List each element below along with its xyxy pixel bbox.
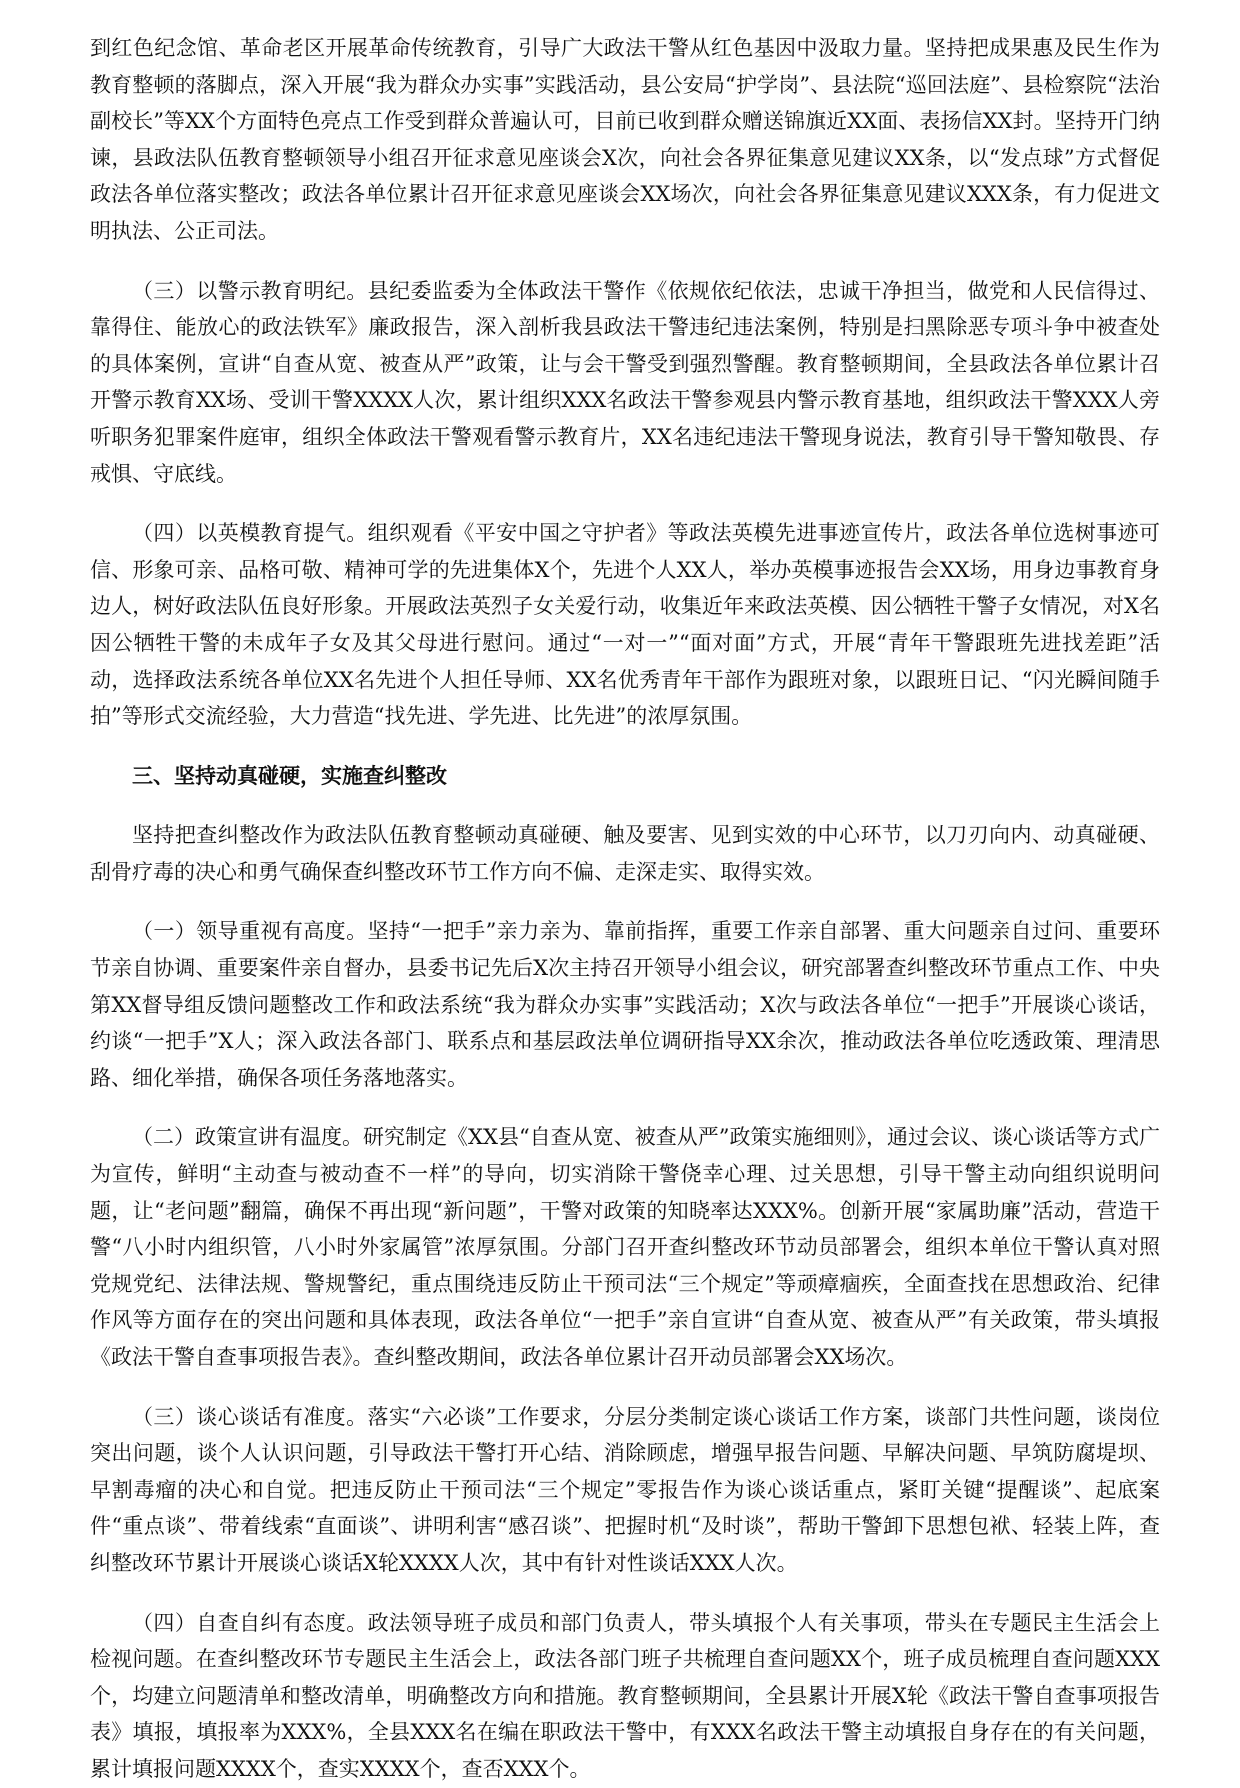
paragraph-leadership: （一）领导重视有高度。坚持“一把手”亲力亲为、靠前指挥，重要工作亲自部署、重大问题亲自过问、重要环节亲自协调、重要案件亲自督办，县委书记先后X次主持召开领导小组会议，研究部署查纠整改环节重点工作、中央第XX督导组反馈问题整改工作和政法系统“我为群众办实事”实践活动；X次与政法各单位“一把手”开展谈心谈话，约谈“一把手”X人；深入政法各部门、联系点和基层政法单位调研指导XX余次，推动政法各单位吃透政策、理清思路、细化举措，确保各项任务落地落实。 — [90, 919, 1160, 1090]
paragraph-self-inspection: （四）自查自纠有态度。政法领导班子成员和部门负责人，带头填报个人有关事项，带头在专题民主生活会上检视问题。在查纠整改环节专题民主生活会上，政法各部门班子共梳理自查问题XX个，班子成员梳理自查问题XXX个，均建立问题清单和整改清单，明确整改方向和措施。教育整顿期间，全县累计开展X轮《政法干警自查事项报告表》填报，填报率为XXX%，全县XXX名在编在职政法干警中，有XXX名政法干警主动填报自身存在的有关问题，累计填报问题XXXX个，查实XXXX个，查否XXX个。 — [90, 1610, 1160, 1781]
section-heading: 三、坚持动真碰硬，实施查纠整改 — [132, 763, 447, 788]
paragraph-heart-to-heart-talks: （三）谈心谈话有准度。落实“六必谈”工作要求，分层分类制定谈心谈话工作方案，谈部门共性问题，谈岗位突出问题，谈个人认识问题，引导政法干警打开心结、消除顾虑，增强早报告问题、早解决问题、早筑防腐堤坝、早割毒瘤的决心和自觉。把违反防止干预司法“三个规定”零报告作为谈心谈话重点，紧盯关键“提醒谈”、起底案件“重点谈”、带着线索“直面谈”、讲明利害“感召谈”、把握时机“及时谈”，帮助干警卸下思想包袱、轻装上阵，查纠整改环节累计开展谈心谈话X轮XXXX人次，其中有针对性谈话XXX人次。 — [90, 1404, 1160, 1575]
paragraph-role-model-education: （四）以英模教育提气。组织观看《平安中国之守护者》等政法英模先进事迹宣传片，政法各单位选树事迹可信、形象可亲、品格可敬、精神可学的先进集体X个，先进个人XX人，举办英模事迹报告会XX场，用身边事教育身边人，树好政法队伍良好形象。开展政法英烈子女关爱行动，收集近年来政法英模、因公牺牲干警子女情况，对X名因公牺牲干警的未成年子女及其父母进行慰问。通过“一对一”“面对面”方式，开展“青年干警跟班先进找差距”活动，选择政法系统各单位XX名先进个人担任导师、XX名优秀青年干部作为跟班对象，以跟班日记、“闪光瞬间随手拍”等形式交流经验，大力营造“找先进、学先进、比先进”的浓厚氛围。 — [90, 521, 1160, 729]
paragraph-warning-education: （三）以警示教育明纪。县纪委监委为全体政法干警作《依规依纪依法，忠诚干净担当，做党和人民信得过、靠得住、能放心的政法铁军》廉政报告，深入剖析我县政法干警违纪违法案例，特别是扫黑除恶专项斗争中被查处的具体案例，宣讲“自查从宽、被查从严”政策，让与会干警受到强烈警醒。教育整顿期间，全县政法各单位累计召开警示教育XX场、受训干警XXXX人次，累计组织XXX名政法干警参观县内警示教育基地，组织政法干警XXX人旁听职务犯罪案件庭审，组织全体政法干警观看警示教育片，XX名违纪违法干警现身说法，教育引导干警知敬畏、存戒惧、守底线。 — [90, 278, 1160, 486]
paragraph-policy-promotion: （二）政策宣讲有温度。研究制定《XX县“自查从宽、被查从严”政策实施细则》，通过会议、谈心谈话等方式广为宣传，鲜明“主动查与被动查不一样”的导向，切实消除干警侥幸心理、过关思想，引导干警主动向组织说明问题，让“老问题”翻篇，确保不再出现“新问题”，干警对政策的知晓率达XXX%。创新开展“家属助廉”活动，营造干警“八小时内组织管，八小时外家属管”浓厚氛围。分部门召开查纠整改环节动员部署会，组织本单位干警认真对照党规党纪、法律法规、警规警纪，重点围绕违反防止干预司法“三个规定”等顽瘴痼疾，全面查找在思想政治、纪律作风等方面存在的突出问题和具体表现，政法各单位“一把手”亲自宣讲“自查从宽、被查从严”有关政策，带头填报《政法干警自查事项报告表》。查纠整改期间，政法各单位累计召开动员部署会XX场次。 — [90, 1125, 1160, 1369]
paragraph-section-intro: 坚持把查纠整改作为政法队伍教育整顿动真碰硬、触及要害、见到实效的中心环节，以刀刃向内、动真碰硬、刮骨疗毒的决心和勇气确保查纠整改环节工作方向不偏、走深走实、取得实效。 — [90, 823, 1160, 884]
paragraph-continuation: 到红色纪念馆、革命老区开展革命传统教育，引导广大政法干警从红色基因中汲取力量。坚持把成果惠及民生作为教育整顿的落脚点，深入开展“我为群众办实事”实践活动，县公安局“护学岗”、县法院“巡回法庭”、县检察院“法治副校长”等XX个方面特色亮点工作受到群众普遍认可，目前已收到群众赠送锦旗近XX面、表扬信XX封。坚持开门纳谏，县政法队伍教育整顿领导小组召开征求意见座谈会X次，向社会各界征集意见建议XX条，以“发点球”方式督促政法各单位落实整改；政法各单位累计召开征求意见座谈会XX场次，向社会各界征集意见建议XXX条，有力促进文明执法、公正司法。 — [90, 36, 1160, 243]
